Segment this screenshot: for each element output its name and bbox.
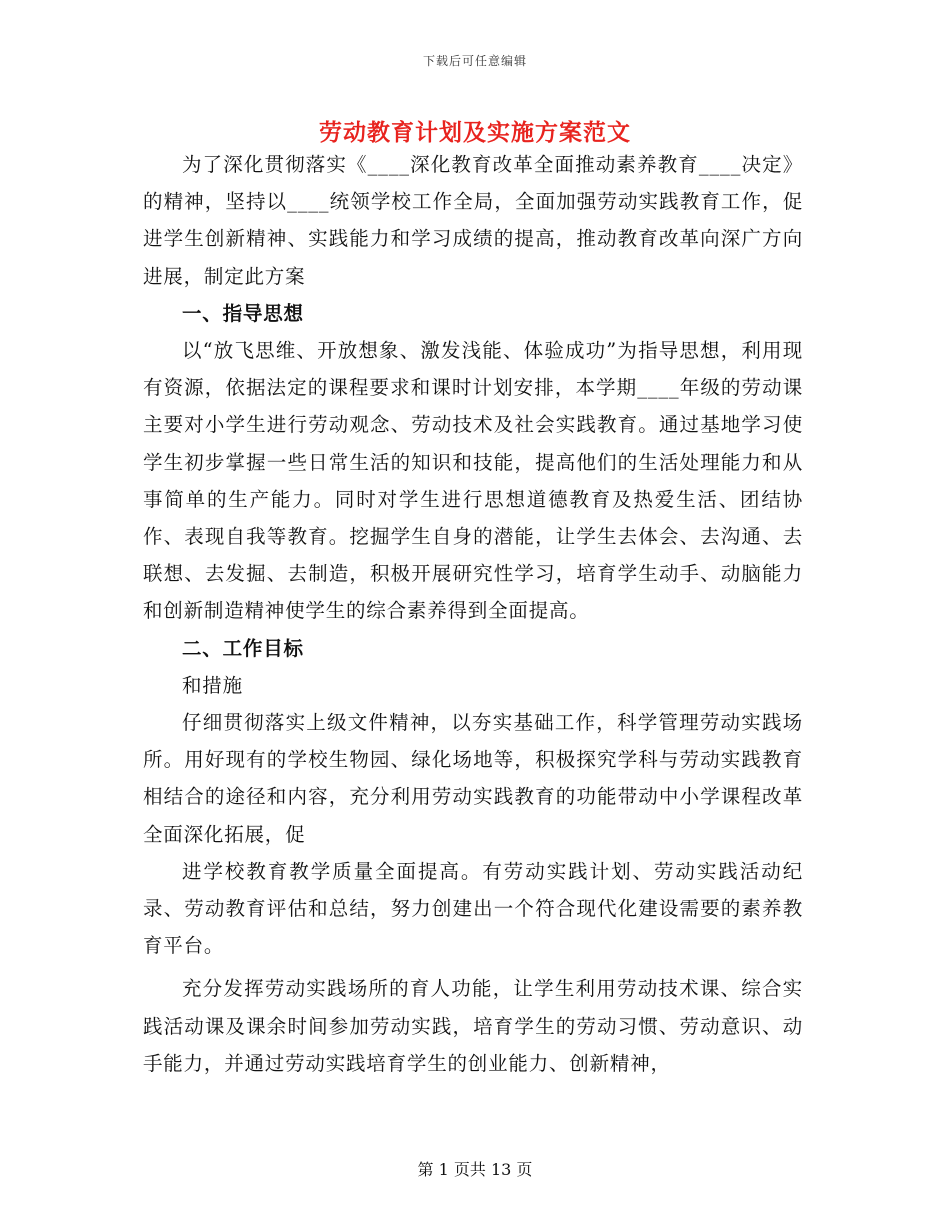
guiding-ideology-paragraph: 以“放飞思维、开放想象、激发浅能、体验成功”为指导思想，利用现有资源，依据法定的课程要求和课时计划安排，本学期____年级的劳动课主要对小学生进行劳动观念、劳动技术及社会实践教育。通过基地学习使学生初步掌握一些日常生活的知识和技能，提高他们的生活处理能力和从事简单的生产能力。同时对学生进行思想道德教育及热爱生活、团结协作、表现自我等教育。挖掘学生自身的潜能，让学生去体会、去沟通、去联想、去发掘、去制造，积极开展研究性学习，培育学生动手、动脑能力和创新制造精神使学生的综合素养得到全面提高。 [143,339,803,623]
intro-paragraph: 为了深化贯彻落实《____深化教育改革全面推动素养教育____决定》的精神，坚持以____统领学校工作全局，全面加强劳动实践教育工作，促进学生创新精神、实践能力和学习成绩的提高，推动教育改革向深广方向进展，制定此方案 [143,153,803,288]
document-body [143,146,803,1082]
document-title: 劳动教育计划及实施方案范文 [319,119,631,146]
section-heading-guiding-ideology: 一、指导思想 [182,301,304,325]
page-number: 第 1 页共 13 页 [417,1160,533,1179]
section-heading-work-goals: 二、工作目标 [182,636,304,660]
work-goals-paragraph-2: 进学校教育教学质量全面提高。有劳动实践计划、劳动实践活动纪录、劳动教育评估和总结，努力创建出一个符合现代化建设需要的素养教育平台。 [143,859,803,958]
work-goals-paragraph-3: 充分发挥劳动实践场所的育人功能，让学生利用劳动技术课、综合实践活动课及课余时间参加劳动实践，培育学生的劳动习惯、劳动意识、动手能力，并通过劳动实践培育学生的创业能力、创新精神， [143,977,803,1075]
header-note: 下载后可任意编辑 [422,54,527,68]
work-goals-paragraph-1: 仔细贯彻落实上级文件精神，以夯实基础工作，科学管理劳动实践场所。用好现有的学校生物园、绿化场地等，积极探究学科与劳动实践教育相结合的途径和内容，充分利用劳动实践教育的功能带动中小学课程改革全面深化拓展，促 [143,711,803,846]
work-goals-subheading: 和措施 [182,673,243,697]
